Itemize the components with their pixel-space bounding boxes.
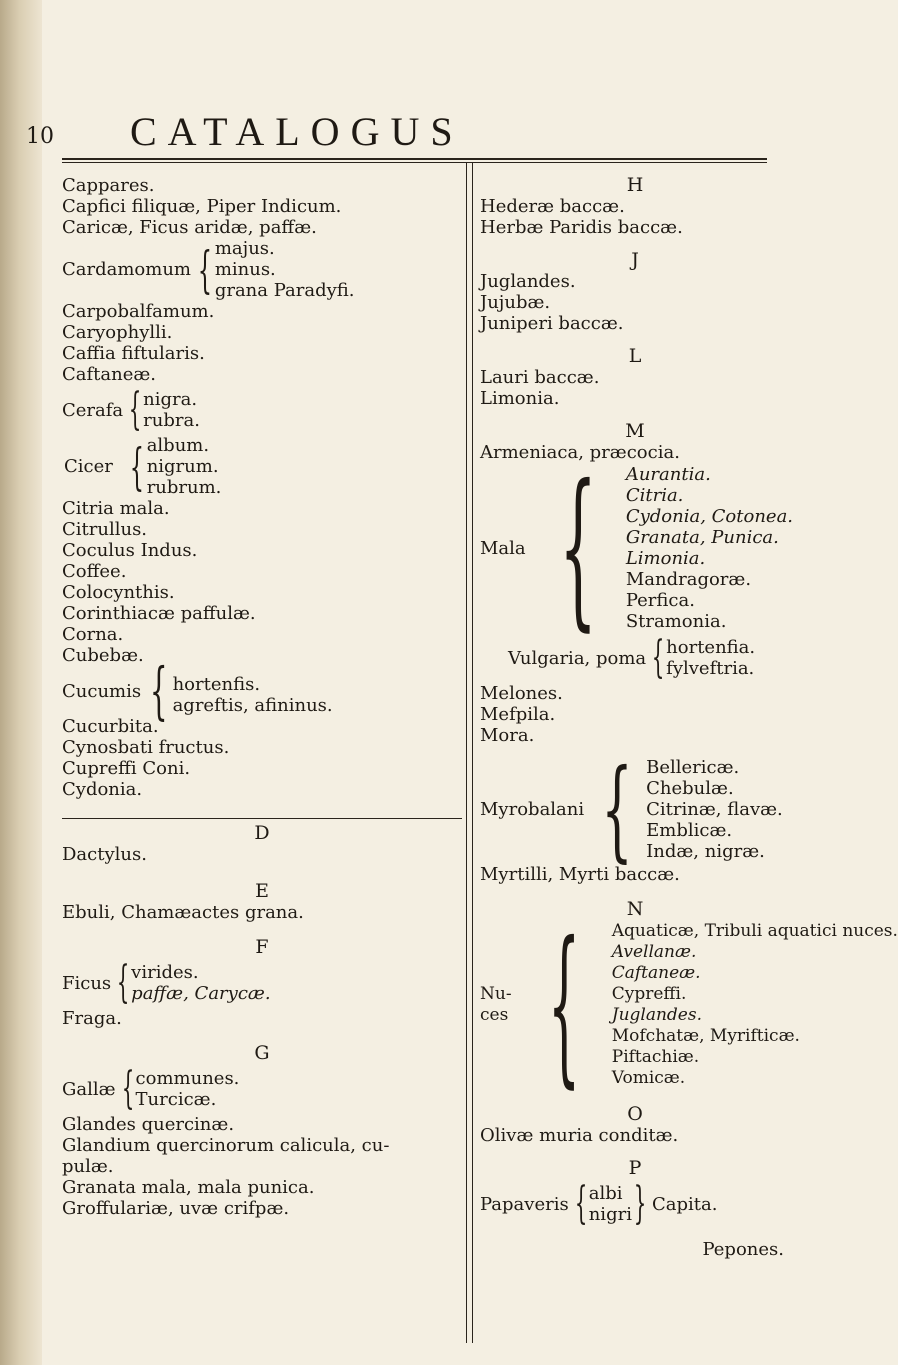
entry-line: Dactylus. <box>62 844 147 865</box>
section-head-d: D <box>254 822 270 844</box>
entry-line: Juniperi baccæ. <box>480 313 624 334</box>
ficus-group <box>62 958 462 1008</box>
group-items <box>589 1183 632 1225</box>
group-name: Nu- ces <box>480 984 512 1025</box>
c-entries-b <box>62 301 462 385</box>
page-edge <box>0 0 42 1365</box>
group-items <box>143 389 200 431</box>
entry-line: Ebuli, Chamæactes grana. <box>62 902 304 923</box>
entry-line: Indæ, nigræ. <box>646 840 765 862</box>
entry-line: Juglandes. <box>611 1005 702 1025</box>
entry-line: Capfici filiquæ, Piper Indicum. <box>62 196 342 217</box>
entry-line: Cupreffi Coni. <box>62 758 191 779</box>
group-items <box>666 637 755 679</box>
entry-line: Coffee. <box>62 561 127 582</box>
c-entries-d <box>62 716 462 800</box>
group-name: Cardamomum <box>62 259 191 280</box>
o-entries <box>480 1125 790 1146</box>
brace-icon: { <box>558 449 597 647</box>
entry-line: Bellericæ. <box>646 756 740 778</box>
entry-line: Chebulæ. <box>646 777 734 799</box>
entry-line: Caryophylli. <box>62 322 173 343</box>
entry-line: Avellanæ. <box>611 942 697 962</box>
right-column <box>480 174 898 1260</box>
j-entries <box>480 271 790 334</box>
group-items <box>626 464 793 632</box>
entry-line: Caffia fiftularis. <box>62 343 205 364</box>
entry-line: Cynosbati fructus. <box>62 737 230 758</box>
brace-icon: { <box>651 632 665 683</box>
entry-line: pulæ. <box>62 1156 114 1177</box>
brace-icon: { <box>547 906 580 1104</box>
entry-line: Mofchatæ, Myrifticæ. <box>611 1026 800 1046</box>
entry-line: nigri <box>588 1204 632 1225</box>
group-name: Ficus <box>62 972 112 994</box>
group-name: Mala <box>480 537 526 559</box>
group-items <box>646 757 783 862</box>
entry-line: Coculus Indus. <box>62 540 198 561</box>
m-entries-c <box>480 864 790 885</box>
entry-line: Olivæ muria conditæ. <box>480 1125 679 1146</box>
entry-line: Caftaneæ. <box>611 963 701 983</box>
entry-line: Colocynthis. <box>62 582 175 603</box>
f-entries <box>62 1008 462 1029</box>
section-head-m: M <box>625 420 645 442</box>
c-entries-a <box>62 175 462 238</box>
group-name: Gallæ <box>62 1078 116 1100</box>
entry-line: Juglandes. <box>480 271 576 292</box>
entry-line: Corna. <box>62 624 124 645</box>
entry-line: Piftachiæ. <box>611 1047 700 1067</box>
entry-line: Citria. <box>625 485 684 506</box>
entry-line: grana Paradyfi. <box>214 280 355 301</box>
group-name: Myrobalani <box>480 798 585 820</box>
entry-line: Perfica. <box>625 590 695 611</box>
column-divider <box>466 163 467 1343</box>
group-items <box>136 1068 240 1110</box>
entry-line: Myrtilli, Myrti baccæ. <box>480 864 680 885</box>
entry-line: fylveftria. <box>666 658 755 679</box>
entry-line: Cypreffi. <box>611 984 687 1004</box>
brace-icon: { <box>116 957 130 1008</box>
entry-line: Citria mala. <box>62 498 170 519</box>
entry-line: nigra. <box>143 389 198 410</box>
entry-line: Mora. <box>480 725 535 746</box>
cerasa-group <box>62 385 462 435</box>
group-name: Papaveris <box>480 1193 569 1215</box>
entry-line: majus. <box>214 238 275 259</box>
header-rule <box>62 158 767 160</box>
entry-line: Corinthiacæ paffulæ. <box>62 603 256 624</box>
entry-line: Cydonia. <box>62 779 143 800</box>
entry-line: agreftis, afininus. <box>172 695 333 716</box>
m-entries-a <box>480 442 790 463</box>
vulgaria-group <box>508 633 790 683</box>
papaveris-group <box>480 1179 790 1229</box>
entry-line: Aurantia. <box>625 464 711 485</box>
group-items <box>215 238 355 301</box>
entry-line: hortenfis. <box>172 674 261 695</box>
section-head-g: G <box>254 1042 270 1064</box>
entry-line: rubrum. <box>146 477 222 498</box>
entry-line: Limonia. <box>625 548 706 569</box>
entry-line: Armeniaca, præcocia. <box>480 442 680 463</box>
entry-line: Stramonia. <box>625 611 727 632</box>
entry-line: Lauri baccæ. <box>480 367 600 388</box>
c-entries-c <box>62 498 462 666</box>
entry-line: Granata, Punica. <box>625 527 779 548</box>
brace-icon: { <box>149 654 168 727</box>
d-entries <box>62 844 462 865</box>
entry-line: Cappares. <box>62 175 155 196</box>
section-head-j: J <box>631 249 639 271</box>
entry-line: Glandium quercinorum calicula, cu- <box>62 1135 390 1156</box>
entry-line: Citrullus. <box>62 519 148 540</box>
brace-close-icon: } <box>633 1178 647 1229</box>
entry-line: Herbæ Paridis baccæ. <box>480 217 683 238</box>
brace-icon: { <box>121 1063 134 1114</box>
entry-line: Citrinæ, flavæ. <box>646 798 783 820</box>
group-items <box>147 435 222 498</box>
brace-icon: { <box>129 437 144 496</box>
brace-icon: { <box>128 384 142 435</box>
nuces-group <box>480 906 898 1104</box>
cardamomum-group <box>62 238 462 301</box>
cicer-group <box>64 435 462 498</box>
header-rule-thin <box>62 162 767 163</box>
entry-line: Cubebæ. <box>62 645 144 666</box>
entry-line: paffæ, Carycæ. <box>131 983 271 1004</box>
section-head-e: E <box>255 880 269 902</box>
running-header: CATALOGUS <box>130 109 464 154</box>
entry-line: Mefpila. <box>480 704 556 725</box>
h-entries <box>480 196 790 238</box>
entry-line: rubra. <box>143 410 200 431</box>
entry-line: Aquaticæ, Tribuli aquatici nuces. <box>611 921 898 941</box>
e-entries <box>62 902 462 923</box>
entry-line: album. <box>146 435 210 456</box>
entry-line: Limonia. <box>480 388 560 409</box>
entry-line: Melones. <box>480 683 563 704</box>
section-rule <box>62 818 462 819</box>
brace-icon: { <box>574 1178 588 1229</box>
group-items <box>131 962 270 1004</box>
entry-line: Glandes quercinæ. <box>62 1114 235 1135</box>
catchword: Pepones. <box>702 1239 784 1260</box>
page-number: 10 <box>26 124 54 149</box>
myrobalani-group <box>480 745 790 873</box>
section-head-n: N <box>626 898 644 920</box>
entry-line: virides. <box>131 962 199 983</box>
entry-line: Carpobalfamum. <box>62 301 215 322</box>
section-head-p: P <box>628 1157 642 1179</box>
section-head-f: F <box>255 936 269 958</box>
m-entries-b <box>480 683 790 746</box>
entry-line: Hederæ baccæ. <box>480 196 625 217</box>
left-column <box>62 175 462 1219</box>
brace-icon: { <box>197 240 213 299</box>
brace-icon: { <box>601 745 633 873</box>
entry-line: Cucurbita. <box>62 716 159 737</box>
entry-line: hortenfia. <box>666 637 756 658</box>
entry-line: Emblicæ. <box>646 819 733 841</box>
entry-line: Caricæ, Ficus aridæ, paffæ. <box>62 217 317 238</box>
group-name: Cicer <box>64 456 113 477</box>
entry-line: minus. <box>214 259 276 280</box>
l-entries <box>480 367 790 409</box>
entry-line: Fraga. <box>62 1008 122 1029</box>
gallae-group <box>62 1064 462 1114</box>
section-head-o: O <box>627 1103 643 1125</box>
entry-line: nigrum. <box>146 456 219 477</box>
entry-line: Mandragoræ. <box>625 569 752 590</box>
entry-line: Granata mala, mala punica. <box>62 1177 315 1198</box>
entry-line: Groffulariæ, uvæ crifpæ. <box>62 1198 290 1219</box>
group-name: Cerafa <box>62 399 124 421</box>
entry-line: communes. <box>135 1068 240 1089</box>
group-items <box>612 921 898 1089</box>
section-head-h: H <box>626 174 644 196</box>
g-entries <box>62 1114 462 1219</box>
group-items <box>172 670 333 716</box>
group-name: Vulgaria, poma <box>508 647 647 669</box>
entry-line: Turcicæ. <box>135 1089 217 1110</box>
group-suffix: Capita. <box>651 1193 718 1215</box>
entry-line: Cydonia, Cotonea. <box>625 506 794 527</box>
entry-line: albi <box>588 1183 623 1204</box>
column-divider-inner <box>472 163 473 1343</box>
entry-line: Jujubæ. <box>480 292 551 313</box>
group-name: Cucumis <box>62 680 142 702</box>
entry-line: Vomicæ. <box>611 1068 686 1088</box>
entry-line: Caftaneæ. <box>62 364 157 385</box>
section-head-l: L <box>628 345 642 367</box>
